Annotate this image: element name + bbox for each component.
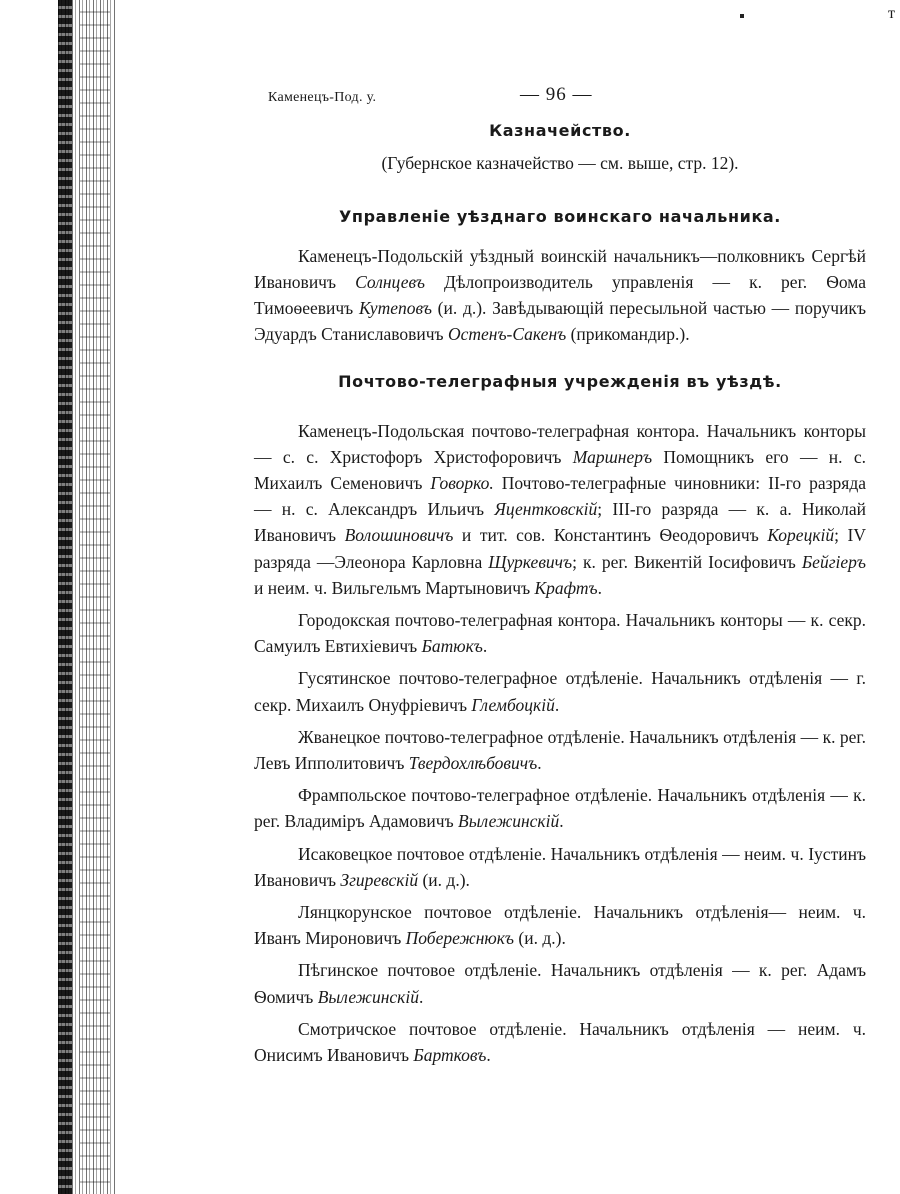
text-run: ; III-го разряда — к. а. Николай Ивановичъ	[254, 499, 866, 546]
surname: Згиревскій	[340, 869, 419, 890]
scan-binding-edge	[58, 0, 116, 1194]
text-run: Каменецъ-Подольскій уѣздный воинскій начальникъ—полковникъ Сергѣй Ивановичъ	[254, 245, 866, 292]
text-run: Дѣлопроизводитель управленія — к. рег. Ѳома Тимоѳеевичъ	[254, 271, 867, 319]
paragraph	[254, 418, 866, 601]
section-heading: Управленіе уѣзднаго воинскаго начальника.	[338, 207, 781, 227]
surname: Бейгіеръ	[801, 551, 866, 572]
surname: Говорко.	[430, 473, 494, 494]
text-run: .	[482, 636, 488, 657]
running-head-section: Каменецъ-Под. у.	[268, 90, 377, 105]
surname: Твердохлѣбовичъ	[408, 753, 538, 774]
surname: Яцентковскій	[494, 499, 598, 520]
surname: Маршнеръ	[572, 446, 653, 467]
paragraph	[254, 665, 866, 717]
text-run: Фрампольское почтово-телеграфное отдѣленіе. Начальникъ отдѣленія — к. рег. Владиміръ Адамовичъ	[254, 785, 866, 832]
surname: Щуркевичъ	[488, 551, 573, 572]
surname: Побережнюкъ	[405, 928, 515, 949]
section-heading: Почтово-телеграфныя учрежденія въ уѣздѣ.	[338, 372, 782, 392]
text-run: Почтово-телеграфные чиновники: II-го разряда — н. с. Александръ Ильичъ	[254, 473, 866, 520]
text-run: .	[559, 811, 564, 832]
scan-edge-mark: т	[888, 5, 895, 22]
note-text: (Губернское казначейство — см. выше, стр. 12).	[381, 153, 739, 174]
text-run: Пѣгинское почтовое отдѣленіе. Начальникъ отдѣленія — к. рег. Адамъ Ѳомичъ	[254, 960, 866, 1007]
surname: Батюкъ	[421, 636, 483, 657]
surname: Кутеповъ	[358, 298, 432, 319]
text-run: ; к. рег. Викентій Іосифовичъ	[572, 551, 802, 572]
text-run: (и. д.). Завѣдывающій пересыльной частью — поручикъ Эдуардъ Станиславовичъ	[254, 298, 866, 345]
surname: Солнцевъ	[355, 271, 425, 292]
text-run: .	[597, 577, 602, 598]
page-number: — 96 —	[520, 84, 593, 105]
text-run: .	[486, 1045, 491, 1066]
surname: Остенъ-Сакенъ	[447, 324, 567, 345]
paragraph	[254, 841, 866, 893]
text-run: (и. д.).	[514, 928, 566, 949]
text-run: .	[537, 753, 542, 774]
page-body	[254, 118, 866, 1068]
text-run: Лянцкорунское почтовое отдѣленіе. Начальникъ отдѣленія— неим. ч. Иванъ Мироновичъ	[254, 902, 866, 949]
surname: Волошиновичъ	[344, 525, 454, 546]
text-run: Гусятинское почтово-телеграфное отдѣленіе. Начальникъ отдѣленія — г. секр. Михаилъ Онуфріевичъ	[254, 668, 866, 715]
surname: Глембоцкій	[471, 694, 555, 715]
scan-speck	[740, 14, 744, 18]
section-heading: Казначейство.	[489, 121, 631, 140]
paragraph	[254, 899, 866, 951]
paragraph	[254, 607, 866, 659]
paragraph	[254, 957, 866, 1009]
paragraph	[254, 1016, 866, 1068]
section-note	[254, 150, 866, 176]
paragraph	[254, 782, 866, 834]
surname: Вылежинскій	[458, 811, 560, 832]
paragraph	[254, 724, 866, 776]
text-run: .	[418, 986, 424, 1007]
text-run: и тит. сов. Константинъ Ѳеодоровичъ	[453, 525, 768, 546]
surname: Корецкій	[767, 525, 835, 546]
surname: Крафтъ	[534, 577, 598, 598]
text-run: Жванецкое почтово-телеграфное отдѣленіе. Начальникъ отдѣленія — к. рег. Левъ Ипполитовичъ	[254, 726, 866, 774]
surname: Бартковъ	[413, 1045, 487, 1066]
text-run: Каменецъ-Подольская почтово-телеграфная контора. Начальникъ конторы — с. с. Христофоръ Христофоровичъ	[254, 420, 866, 467]
text-run: (прикомандир.).	[566, 324, 690, 345]
running-head	[268, 84, 738, 114]
text-run: и неим. ч. Вильгельмъ Мартыновичъ	[254, 577, 535, 598]
text-run: .	[554, 694, 560, 715]
text-run: Смотричское почтовое отдѣленіе. Начальникъ отдѣленія — неим. ч. Онисимъ Ивановичъ	[254, 1018, 866, 1066]
text-run: Помощникъ его — н. с. Михаилъ Семеновичъ	[254, 446, 866, 494]
text-run: ; IV разряда —Элеонора Карловна	[254, 525, 867, 572]
text-run: Исаковецкое почтовое отдѣленіе. Начальникъ отдѣленія — неим. ч. Іустинъ Ивановичъ	[254, 843, 866, 890]
paragraph	[254, 243, 866, 348]
text-run: Городокская почтово-телеграфная контора. Начальникъ конторы — к. секр. Самуилъ Евтихіевичъ	[254, 610, 866, 657]
text-run: (и. д.).	[418, 869, 470, 890]
surname: Вылежинскій	[317, 986, 419, 1007]
